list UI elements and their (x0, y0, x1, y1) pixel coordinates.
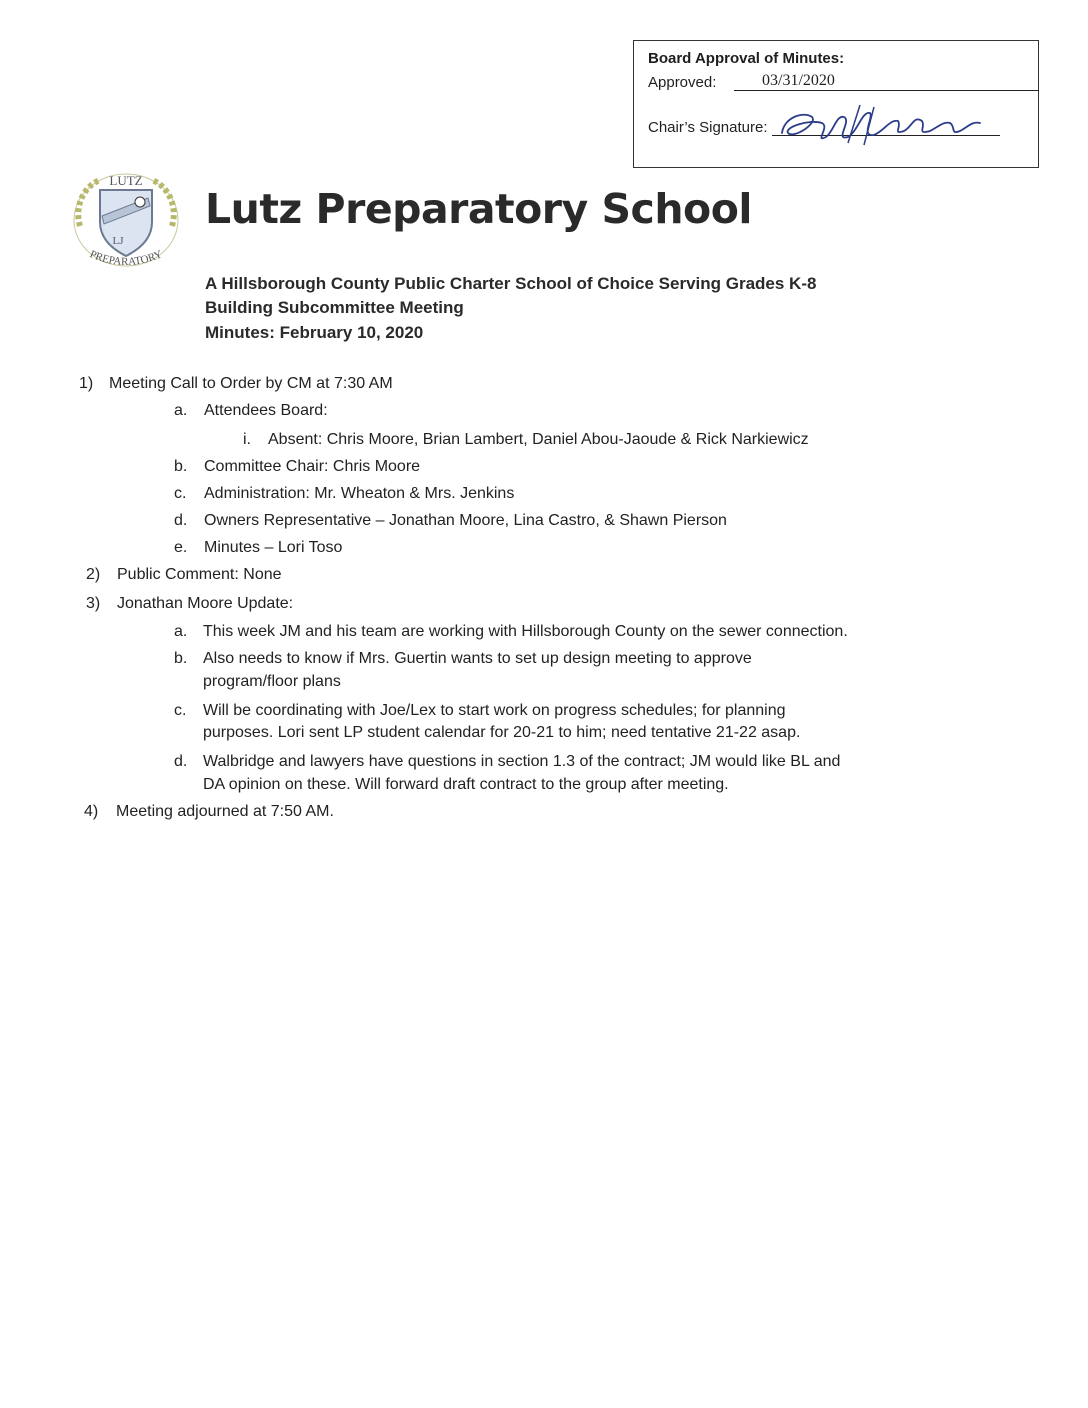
item-text-line-2: DA opinion on these. Will forward draft contract to the group after meeting. (203, 776, 729, 793)
meeting-name: Building Subcommittee Meeting (205, 298, 464, 317)
item-letter: a. (174, 623, 188, 640)
item-letter: e. (174, 539, 188, 556)
item-text-line-2: purposes. Lori sent LP student calendar for 20-21 to him; need tentative 21-22 asap. (203, 724, 801, 741)
item-number: 3) (86, 595, 101, 612)
item-number: 4) (84, 803, 99, 820)
item-text: Attendees Board: (204, 402, 328, 419)
item-text: This week JM and his team are working with Hillsborough County on the sewer connection. (203, 623, 848, 640)
item-letter: d. (174, 512, 188, 529)
item-text: Committee Chair: Chris Moore (204, 458, 421, 475)
item-text: Meeting Call to Order by CM at 7:30 AM (109, 375, 393, 392)
logo-bottom-text: PREPARATORY (87, 248, 165, 269)
item-letter: a. (174, 402, 188, 419)
item-number: 2) (86, 566, 101, 583)
logo-shield-letters: LJ (112, 235, 124, 247)
item-text: Owners Representative – Jonathan Moore, Lina Castro, & Shawn Pierson (204, 512, 727, 529)
item-text-line-2: program/floor plans (203, 673, 341, 690)
item-letter: d. (174, 753, 188, 770)
item-text: Public Comment: None (117, 566, 282, 583)
item-text: Jonathan Moore Update: (117, 595, 294, 612)
item-text: Administration: Mr. Wheaton & Mrs. Jenkins (204, 485, 515, 502)
item-number: 1) (79, 375, 94, 392)
chair-signature-label: Chair’s Signature: (648, 119, 768, 136)
approval-heading: Board Approval of Minutes: (648, 50, 845, 67)
item-text-line-1: Will be coordinating with Joe/Lex to start work on progress schedules; for planning (203, 702, 786, 719)
item-roman: i. (243, 431, 251, 448)
item-letter: c. (174, 485, 187, 502)
item-text-line-1: Walbridge and lawyers have questions in section 1.3 of the contract; JM would like BL and (203, 753, 841, 770)
item-text: Meeting adjourned at 7:50 AM. (116, 803, 334, 820)
item-text-line-1: Also needs to know if Mrs. Guertin wants to set up design meeting to approve (203, 650, 752, 667)
approved-label: Approved: (648, 74, 717, 91)
item-text: Minutes – Lori Toso (204, 539, 343, 556)
minutes-date: Minutes: February 10, 2020 (205, 323, 424, 342)
school-name: Lutz Preparatory School (205, 185, 752, 233)
logo-top-text: LUTZ (109, 173, 143, 188)
school-description: A Hillsborough County Public Charter School of Choice Serving Grades K-8 (205, 274, 817, 293)
item-letter: c. (174, 702, 187, 719)
item-text: Absent: Chris Moore, Brian Lambert, Daniel Abou-Jaoude & Rick Narkiewicz (268, 431, 809, 448)
item-letter: b. (174, 650, 188, 667)
approved-date: 03/31/2020 (734, 72, 1039, 91)
item-letter: b. (174, 458, 188, 475)
